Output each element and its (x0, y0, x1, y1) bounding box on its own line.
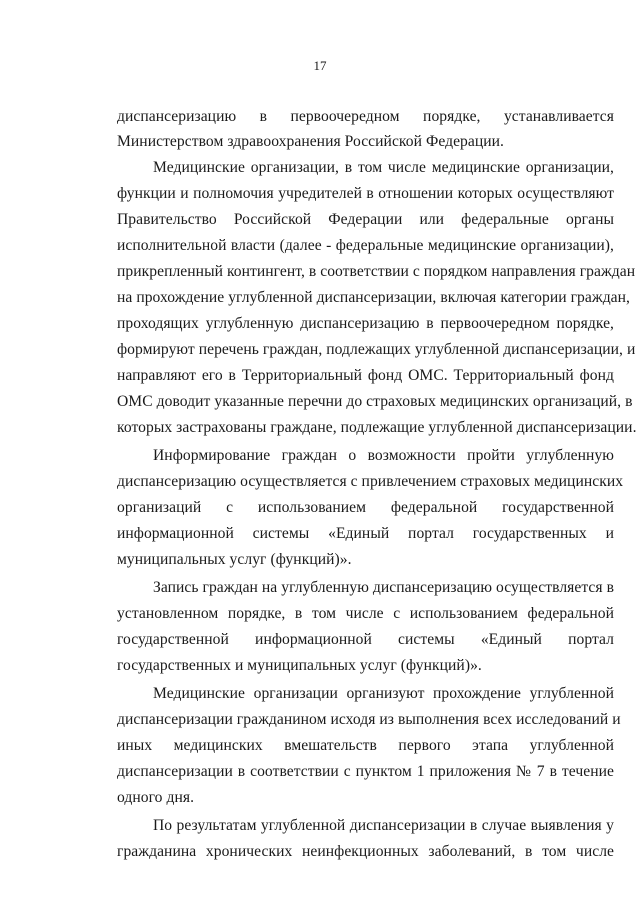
text-line: гражданина хронических неинфекционных заболеваний, в том числе (117, 843, 614, 860)
text-line: Медицинские организации, в том числе медицинские организации, (153, 159, 614, 176)
text-line: ОМС доводит указанные перечни до страховых медицинских организаций, в (117, 393, 633, 410)
text-line: прикрепленный контингент, в соответствии с порядком направления граждан (117, 263, 636, 280)
text-line: Информирование граждан о возможности пройти углубленную (153, 447, 614, 464)
text-line: направляют его в Территориальный фонд ОМС. Территориальный фонд (117, 367, 614, 384)
text-line: государственных и муниципальных услуг (функций)». (117, 657, 482, 674)
text-line: диспансеризации в соответствии с пунктом 1 приложения № 7 в течение (117, 763, 614, 780)
text-line: проходящих углубленную диспансеризацию в первоочередном порядке, (117, 315, 614, 332)
text-line: По результатам углубленной диспансеризации в случае выявления у (153, 817, 614, 834)
text-line: исполнительной власти (далее - федеральные медицинские организации), (117, 237, 614, 254)
text-line: муниципальных услуг (функций)». (117, 551, 352, 568)
page-number: 17 (313, 58, 327, 73)
text-line: диспансеризации гражданином исходя из выполнения всех исследований и (117, 711, 621, 728)
text-line: установленном порядке, в том числе с использованием федеральной (117, 605, 614, 622)
text-line: Министерством здравоохранения Российской Федерации. (117, 133, 504, 150)
text-line: одного дня. (117, 789, 195, 806)
text-line: Правительство Российской Федерации или федеральные органы (117, 211, 614, 228)
text-line: Запись граждан на углубленную диспансеризацию осуществляется в (153, 579, 614, 596)
text-line: формируют перечень граждан, подлежащих углубленной диспансеризации, и (117, 341, 636, 358)
text-line: на прохождение углубленной диспансеризации, включая категории граждан, (117, 289, 630, 306)
text-line: государственной информационной системы «Единый портал (117, 631, 614, 648)
text-line: организаций с использованием федеральной государственной (117, 499, 614, 516)
text-line: которых застрахованы граждане, подлежащие углубленной диспансеризации. (117, 419, 637, 436)
text-line: Медицинские организации организуют прохождение углубленной (153, 685, 614, 702)
text-line: информационной системы «Единый портал государственных и (117, 525, 614, 542)
text-line: функции и полномочия учредителей в отношении которых осуществляют (117, 185, 614, 202)
text-line: иных медицинских вмешательств первого этапа углубленной (117, 737, 614, 754)
text-line: диспансеризацию в первоочередном порядке, устанавливается (117, 108, 614, 125)
text-line: диспансеризацию осуществляется с привлечением страховых медицинских (117, 473, 624, 490)
